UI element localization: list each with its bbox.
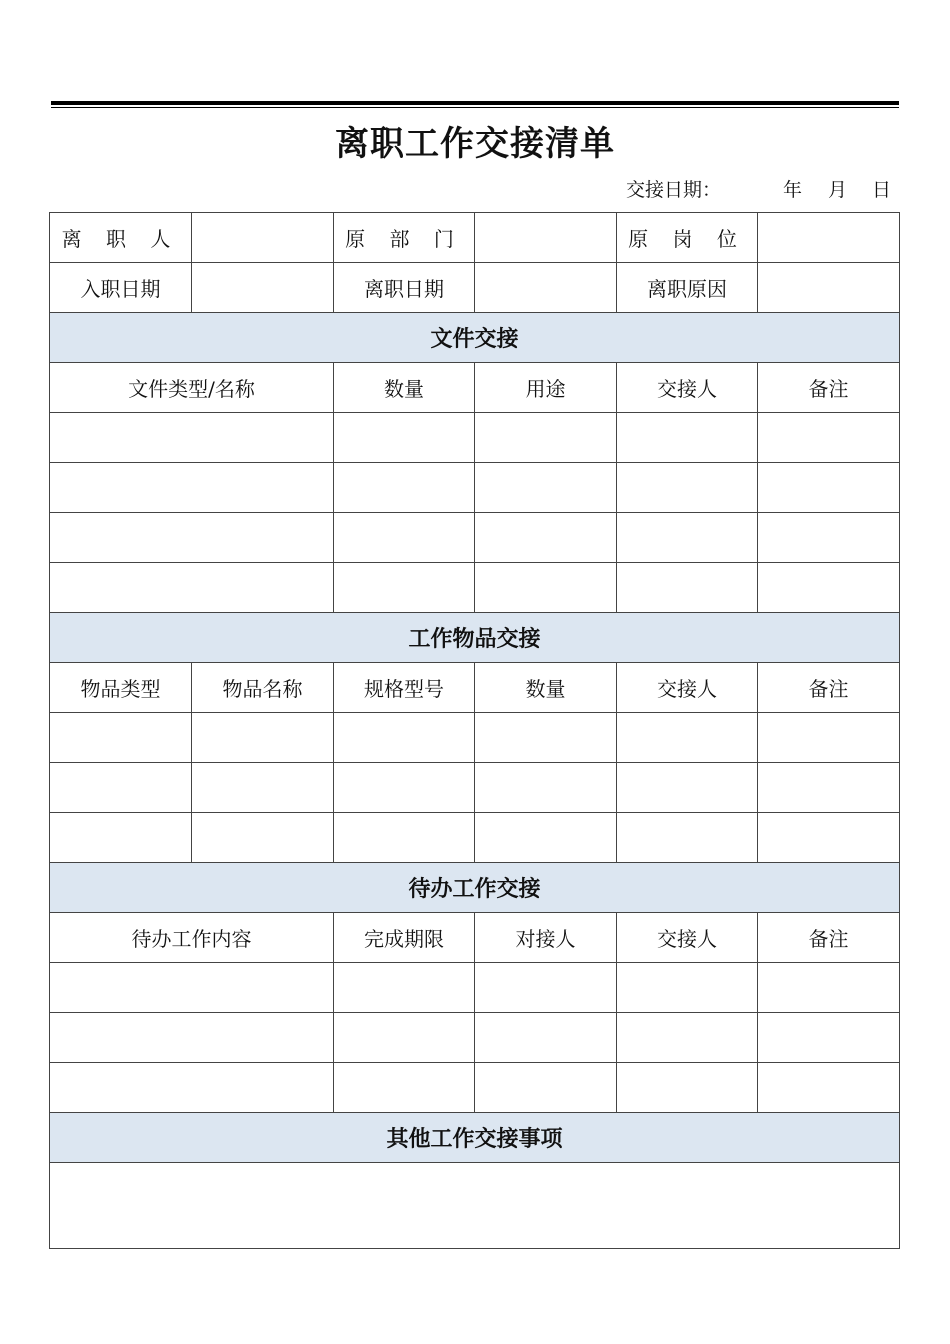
other-notes-field[interactable] <box>50 1163 900 1249</box>
table-cell[interactable] <box>617 513 758 563</box>
table-cell[interactable] <box>758 763 900 813</box>
column-header: 规格型号 <box>334 663 475 713</box>
table-cell[interactable] <box>475 563 617 613</box>
table-cell[interactable] <box>617 1013 758 1063</box>
date-year-label: 年 <box>783 179 803 201</box>
table-cell[interactable] <box>758 1013 900 1063</box>
column-header: 交接人 <box>617 663 758 713</box>
table-cell[interactable] <box>475 813 617 863</box>
column-header: 文件类型/名称 <box>50 363 334 413</box>
table-cell[interactable] <box>475 1013 617 1063</box>
table-cell[interactable] <box>617 963 758 1013</box>
table-cell[interactable] <box>334 463 475 513</box>
table-cell[interactable] <box>50 513 334 563</box>
leave-reason-field[interactable] <box>758 263 900 313</box>
table-cell[interactable] <box>475 1063 617 1113</box>
table-row <box>50 513 900 563</box>
table-cell[interactable] <box>617 813 758 863</box>
table-row <box>50 963 900 1013</box>
table-cell[interactable] <box>50 763 192 813</box>
table-cell[interactable] <box>758 713 900 763</box>
table-row <box>50 413 900 463</box>
column-header: 交接人 <box>617 363 758 413</box>
leave-reason-label: 离职原因 <box>617 263 758 313</box>
table-cell[interactable] <box>334 1013 475 1063</box>
table-cell[interactable] <box>475 963 617 1013</box>
column-header: 备注 <box>758 663 900 713</box>
table-cell[interactable] <box>50 813 192 863</box>
table-cell[interactable] <box>334 413 475 463</box>
table-cell[interactable] <box>334 563 475 613</box>
header-rule-thin <box>51 107 899 108</box>
table-cell[interactable] <box>334 513 475 563</box>
date-day-label: 日 <box>872 179 892 201</box>
section-title: 待办工作交接 <box>50 863 900 913</box>
table-cell[interactable] <box>334 713 475 763</box>
section-title: 工作物品交接 <box>50 613 900 663</box>
column-header: 完成期限 <box>334 913 475 963</box>
table-row <box>50 563 900 613</box>
document-title: 离职工作交接清单 <box>335 124 615 164</box>
table-cell[interactable] <box>758 813 900 863</box>
table-cell[interactable] <box>617 413 758 463</box>
table-cell[interactable] <box>50 963 334 1013</box>
table-cell[interactable] <box>475 413 617 463</box>
table-cell[interactable] <box>192 813 334 863</box>
leaver-name-field[interactable] <box>192 213 334 263</box>
original-department-label: 原 部 门 <box>334 213 475 263</box>
original-position-label: 原 岗 位 <box>617 213 758 263</box>
section-title: 文件交接 <box>50 313 900 363</box>
table-cell[interactable] <box>192 763 334 813</box>
table-cell[interactable] <box>334 963 475 1013</box>
table-cell[interactable] <box>617 713 758 763</box>
table-cell[interactable] <box>758 413 900 463</box>
handover-date-label: 交接日期： <box>626 179 722 201</box>
table-cell[interactable] <box>758 963 900 1013</box>
table-row <box>50 813 900 863</box>
table-header-row <box>50 363 900 413</box>
table-cell[interactable] <box>758 463 900 513</box>
column-header: 对接人 <box>475 913 617 963</box>
original-department-field[interactable] <box>475 213 617 263</box>
table-row <box>50 1013 900 1063</box>
table-cell[interactable] <box>50 1063 334 1113</box>
section-items <box>50 613 900 663</box>
table-cell[interactable] <box>475 763 617 813</box>
section-files <box>50 313 900 363</box>
table-row <box>50 463 900 513</box>
table-cell[interactable] <box>50 1013 334 1063</box>
table-cell[interactable] <box>617 563 758 613</box>
table-cell[interactable] <box>334 763 475 813</box>
table-cell[interactable] <box>50 563 334 613</box>
info-row <box>50 263 900 313</box>
table-cell[interactable] <box>475 463 617 513</box>
section-other <box>50 1113 900 1163</box>
table-cell[interactable] <box>475 713 617 763</box>
table-cell[interactable] <box>50 463 334 513</box>
original-position-field[interactable] <box>758 213 900 263</box>
table-cell[interactable] <box>617 463 758 513</box>
hire-date-field[interactable] <box>192 263 334 313</box>
column-header: 待办工作内容 <box>50 913 334 963</box>
table-cell[interactable] <box>475 513 617 563</box>
leaver-name-label: 离 职 人 <box>50 213 192 263</box>
table-header-row <box>50 913 900 963</box>
section-title: 其他工作交接事项 <box>50 1113 900 1163</box>
table-cell[interactable] <box>50 713 192 763</box>
header-rule-thick <box>51 101 899 105</box>
column-header: 物品类型 <box>50 663 192 713</box>
handover-form-table <box>49 212 900 1249</box>
table-cell[interactable] <box>617 1063 758 1113</box>
table-row <box>50 1063 900 1113</box>
info-row <box>50 213 900 263</box>
table-cell[interactable] <box>334 813 475 863</box>
hire-date-label: 入职日期 <box>50 263 192 313</box>
leave-date-label: 离职日期 <box>334 263 475 313</box>
table-cell[interactable] <box>758 1063 900 1113</box>
other-notes-row <box>50 1163 900 1249</box>
column-header: 数量 <box>475 663 617 713</box>
leave-date-field[interactable] <box>475 263 617 313</box>
column-header: 备注 <box>758 363 900 413</box>
table-cell[interactable] <box>50 413 334 463</box>
column-header: 备注 <box>758 913 900 963</box>
table-cell[interactable] <box>758 513 900 563</box>
column-header: 交接人 <box>617 913 758 963</box>
date-month-label: 月 <box>828 179 848 201</box>
table-cell[interactable] <box>192 713 334 763</box>
table-header-row <box>50 663 900 713</box>
table-cell[interactable] <box>334 1063 475 1113</box>
table-row <box>50 713 900 763</box>
table-cell[interactable] <box>758 563 900 613</box>
section-todo <box>50 863 900 913</box>
column-header: 用途 <box>475 363 617 413</box>
table-row <box>50 763 900 813</box>
column-header: 数量 <box>334 363 475 413</box>
table-cell[interactable] <box>617 763 758 813</box>
column-header: 物品名称 <box>192 663 334 713</box>
